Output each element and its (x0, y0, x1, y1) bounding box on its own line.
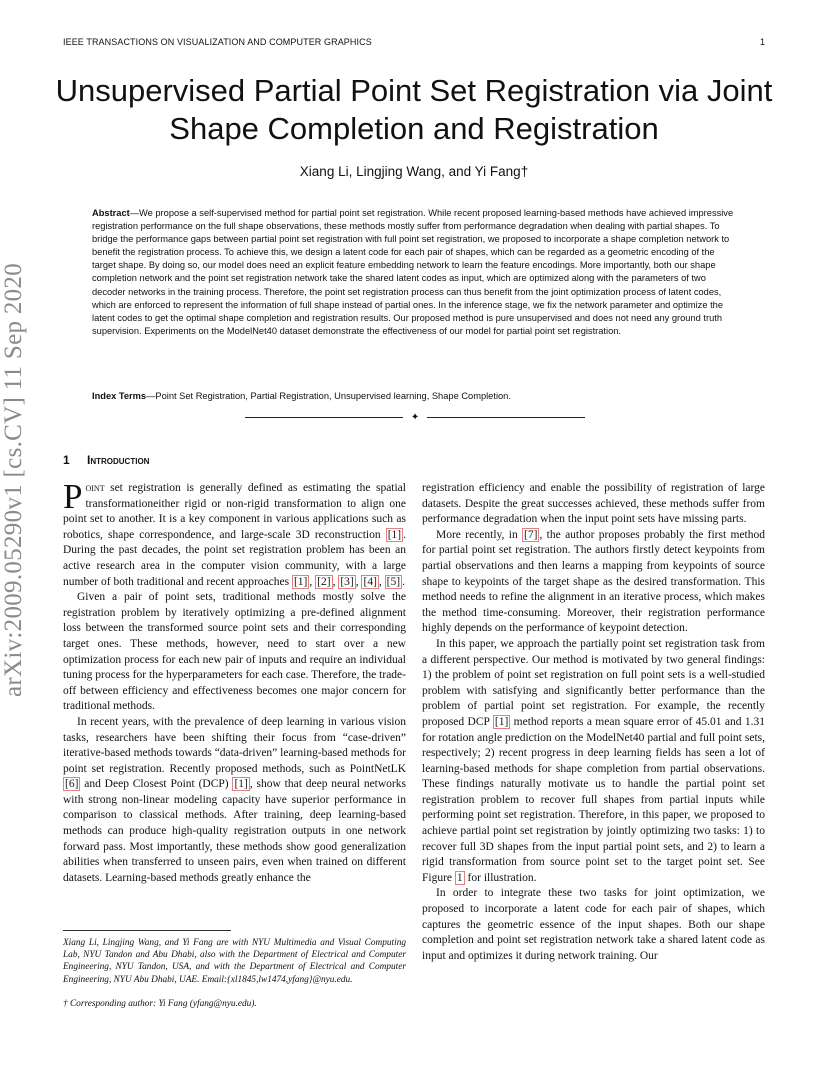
citation-link[interactable]: [3] (340, 575, 354, 588)
paragraph (63, 715, 406, 887)
abstract-label: Abstract (92, 208, 130, 218)
abstract (92, 207, 738, 338)
citation-link[interactable]: [1] (387, 528, 402, 541)
paragraph-text: set registration is generally defined as estimating the spatial transformationeither rigid or non-rigid transformation to align one point set to another. It is a key component in various applications such as robotics, shape correspondence, and large-scale 3D reconstruction (63, 482, 406, 541)
paragraph-text: and Deep Closest Point (DCP) (80, 778, 233, 791)
paragraph-text: , show that deep neural networks with strong non-linear modeling capacity have superior performance in comparison to classical methods. After training, deep learning-based methods can produce high-quality registration outputs in one network forward pass. Most importantly, these methods show good generalization abilities when transferred to unseen pairs, even when trained on different datasets. Learning-based methods greatly enhance the (63, 778, 406, 884)
separator-diamond-icon: ✦ (410, 411, 420, 423)
paragraph-text: More recently, in (436, 528, 523, 541)
citation-link[interactable]: [6] (65, 778, 79, 791)
paragraph-text: , the author proposes probably the first method for partial point set registration. The authors firstly detect keypoints from partial observations and then learns a mapping from keypoints of source shape to keypoints of the target shape as the desired transformation. This method needs to refine the alignment in an iterative process, which makes the method time-consuming. Moreover, their registration performance highly depends on the performance of keypoint detection. (422, 528, 765, 635)
page-number: 1 (759, 37, 765, 47)
citation-link[interactable]: [7] (524, 528, 538, 541)
paragraph-text: , (378, 575, 385, 588)
citation-link[interactable]: [1] (234, 778, 248, 791)
footnote-rule (63, 930, 231, 931)
citation-link[interactable]: [2] (317, 575, 331, 588)
citation-link[interactable]: [5] (386, 575, 401, 588)
arxiv-identifier: arXiv:2009.05290v1 [cs.CV] 11 Sep 2020 (0, 262, 27, 698)
author-list: Xiang Li, Lingjing Wang, and Yi Fang† (299, 164, 529, 179)
figure-link[interactable]: 1 (456, 871, 463, 884)
index-terms (92, 390, 738, 403)
left-column (63, 477, 406, 886)
section-separator (245, 410, 585, 424)
paragraph (422, 528, 765, 637)
paragraph-text: , (309, 575, 316, 588)
section-heading (63, 453, 149, 467)
index-terms-label: Index Terms (92, 391, 147, 401)
right-column (422, 481, 765, 964)
running-head: IEEE TRANSACTIONS ON VISUALIZATION AND COMPUTER GRAPHICS (63, 37, 372, 47)
citation-link[interactable]: [1] (494, 715, 509, 728)
paragraph-text: In recent years, with the prevalence of deep learning in various vision tasks, researchers have been shifting their focus from “case-driven” iterative-based methods towards “data-driven” learning-based methods for point set registration. Recently proposed methods, such as PointNetLK (63, 715, 406, 775)
paragraph: In order to integrate these two tasks for joint optimization, we proposed to incorporate a latent code for each pair of shapes, which captures the geometric essence of the input shapes. Both our shape completion and point set registration network take a shared latent code as input and optimizes it during network training. Our (422, 887, 765, 962)
paragraph-text: In this paper, we approach the partially point set registration task from a different perspective. Our method is motivated by two general findings: 1) the problem of point set registration on full point sets is a well-studied problem with satisfying and significantly better performance than the problem of partial point set registration. For example, the recently proposed DCP (422, 637, 765, 728)
paragraph: Given a pair of point sets, traditional methods mostly solve the registration problem by iteratively optimizing a pre-defined alignment loss between the transformed source point sets and their corresponding target ones. These methods, however, need to start over a new optimization process for each new pair of inputs and require an individual tuning process for the hyperparameters for each case. Therefore, the trade-off between efficiency and effectiveness becomes one major concern for traditional methods. (63, 591, 406, 713)
paragraph-text: . During the past decades, the point set registration problem has been an active research area in the computer vision community, with a large number of both traditional and recent approaches (63, 528, 406, 588)
section-number: 1 (63, 453, 70, 467)
separator-rule-right (427, 417, 585, 418)
paragraph-text: for illustration. (464, 871, 537, 884)
affiliation-footnote: Xiang Li, Lingjing Wang, and Yi Fang are with NYU Multimedia and Visual Computing Lab, NYU Tandon and Abu Dhabi, also with the Department of Electrical and Computer Engineering, NYU Tandon, USA, and with the Department of Electrical and Computer Engineering, NYU Abu Dhabi, UAE. Email:{xl1845,lw1474,yfang}@nyu.edu. (63, 938, 406, 985)
separator-rule-left (245, 417, 403, 418)
lead-in: oint (85, 482, 105, 494)
section-title: Introduction (87, 453, 150, 467)
paragraph (63, 477, 406, 590)
citation-link[interactable]: [4] (363, 575, 377, 588)
paragraph-text: method reports a mean square error of 45.01 and 1.31 for rotation angle prediction on the ModelNet40 partial and full point sets, respectively; 2) recent progress in deep learning fields has seen a lot of learning-based methods for shape completion from partial observations. These findings naturally motivate us to handle the partial point set registration problem to recover full shapes from partial inputs while performing point set registration. Therefore, in this paper, we proposed to achieve partial point set registration by jointly optimizing two tasks: 1) to recover full 3D shapes from the input partial point sets, and 2) to learn a rigid transformation from source point set to the target point set. See Figure (422, 715, 765, 884)
paragraph: registration efficiency and enable the possibility of registration of large datasets. Despite the great successes achieved, these methods suffer from performance degradation when the input point sets have missing parts. (422, 482, 765, 526)
paragraph-text: , (355, 575, 362, 588)
paragraph-text: . (402, 575, 405, 588)
citation-link[interactable]: [1] (293, 575, 308, 588)
corresponding-author-footnote: † Corresponding author: Yi Fang (yfang@nyu.edu). (63, 999, 257, 1009)
paragraph (422, 637, 765, 887)
paragraph-text: , (332, 575, 339, 588)
abstract-text: —We propose a self-supervised method for partial point set registration. While recent proposed learning-based methods have achieved impressive registration performance on the full shape observations, these methods mostly suffer from performance degradation when dealing with partial shapes. To bridge the performance gaps between partial point set registration with full point set registration, we proposed to incorporate a shape completion network to benefit the registration process. To achieve this, we design a latent code for each pair of shapes, which can be regarded as a geometric encoding of the target shape. By doing so, our model does need an explicit feature embedding network to learn the feature encodings. More importantly, both our shape completion network and the point set registration network take the shared latent codes as input, which are optimized along with the parameters of two decoder networks in the training process. Therefore, the point set registration process can thus benefit from the joint optimization process of latent codes, which are enforced to represent the information of full shape instead of partial ones. In the inference stage, we fix the network parameter and optimize the latent codes to get the optimal shape completion and registration results. Our proposed method is pure unsupervised and does not need any ground truth supervision. Experiments on the ModelNet40 dataset demonstrate the effectiveness of our model for partial point set registration. (92, 208, 734, 336)
index-terms-text: —Point Set Registration, Partial Registration, Unsupervised learning, Shape Completion. (146, 391, 511, 401)
drop-cap: P (63, 477, 83, 516)
paper-title: Unsupervised Partial Point Set Registration via Joint Shape Completion and Registration (55, 73, 773, 146)
